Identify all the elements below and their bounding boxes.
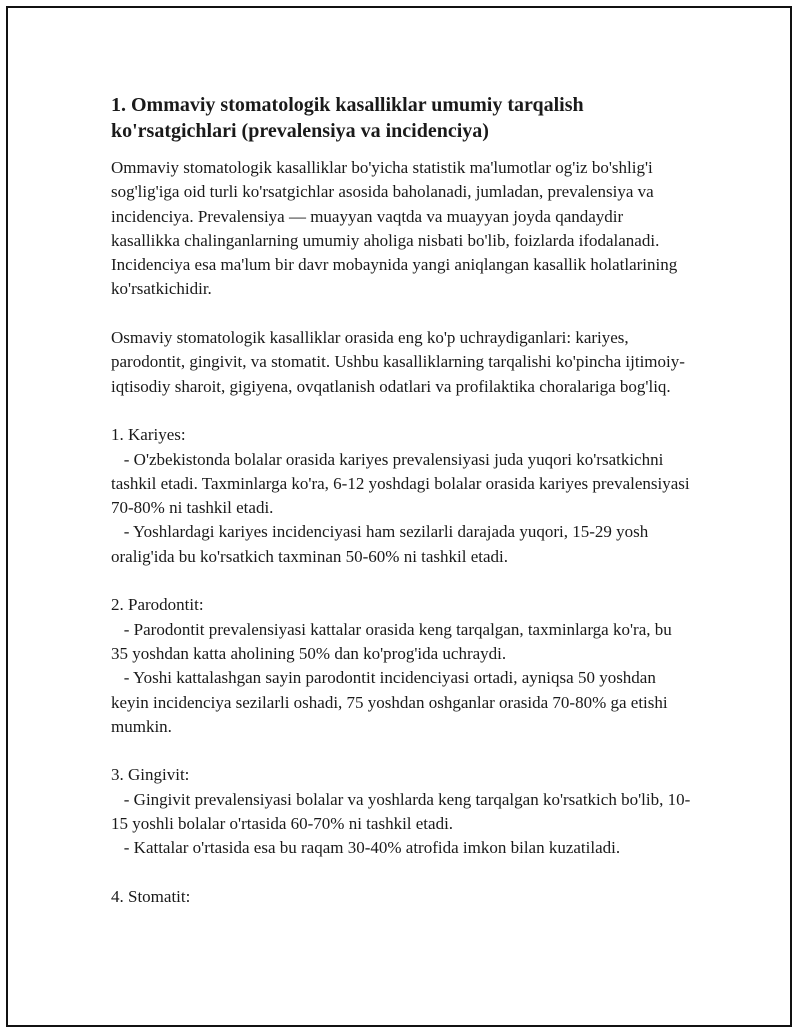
list-item-text: - O'zbekistonda bolalar orasida kariyes prevalensiyasi juda yuqori ko'rsatkichni tashkil etadi. Taxminlarga ko'ra, 6-12 yoshdagi bolalar orasida kariyes prevalensiyasi 70-80% ni tashkil etadi. <box>111 449 690 518</box>
list-item-text: - Kattalar o'rtasida esa bu raqam 30-40% atrofida imkon bilan kuzatiladi. <box>123 838 621 858</box>
document-body <box>111 92 691 909</box>
intro-paragraph: Ommaviy stomatologik kasalliklar bo'yicha statistik ma'lumotlar og'iz bo'shlig'i sog'lig'iga oid turli ko'rsatgichlar asosida baholanadi, jumladan, prevalensiya va incidenciya. Prevalensiya — muayyan vaqtda va muayyan joyda qandaydir kasallikka chalinganlarning umumiy aholiga nisbati bo'lib, foizlarda ifodalanadi. Incidenciya esa ma'lum bir davr mobaynida yangi aniqlangan kasallik holatlarining ko'rsatkichidir. <box>111 158 678 299</box>
section-stomatit <box>111 885 691 909</box>
list-item <box>111 788 691 837</box>
section-parodontit <box>111 593 691 739</box>
list-item-text: - Parodontit prevalensiyasi kattalar orasida keng tarqalgan, taxminlarga ko'ra, bu 35 yoshdan katta aholining 50% dan ko'prog'ida uchraydi. <box>111 619 672 663</box>
list-item-text: - Yoshlardagi kariyes incidenciyasi ham sezilarli darajada yuqori, 15-29 yosh oralig'ida bu ko'rsatkich taxminan 50-60% ni tashkil etadi. <box>111 522 649 566</box>
list-item <box>111 618 691 667</box>
section-kariyes <box>111 423 691 569</box>
paragraph-gap <box>111 739 691 763</box>
section-heading: 2. Parodontit: <box>111 595 204 615</box>
list-item <box>111 448 691 521</box>
paragraph-gap <box>111 861 691 885</box>
section-gingivit <box>111 763 691 860</box>
paragraph-gap <box>111 569 691 593</box>
paragraph-gap <box>111 302 691 326</box>
list-item <box>111 520 691 569</box>
document-title: 1. Ommaviy stomatologik kasalliklar umumiy tarqalish ko'rsatgichlari (prevalensiya va incidenciya) <box>111 94 584 142</box>
list-item-text: - Gingivit prevalensiyasi bolalar va yoshlarda keng tarqalgan ko'rsatkich bo'lib, 10-15 yoshli bolalar o'rtasida 60-70% ni tashkil etadi. <box>111 789 691 834</box>
common-diseases-paragraph: Osmaviy stomatologik kasalliklar orasida eng ko'p uchraydiganlari: kariyes, parodontit, gingivit, va stomatit. Ushbu kasalliklarning tarqalishi ko'pincha ijtimoiy-iqtisodiy sharoit, gigiyena, ovqatlanish odatlari va profilaktika choralariga bog'liq. <box>111 328 685 396</box>
section-heading: 3. Gingivit: <box>111 765 190 785</box>
list-item-text: - Yoshi kattalashgan sayin parodontit incidenciyasi ortadi, ayniqsa 50 yoshdan keyin incidenciya sezilarli oshadi, 75 yoshdan oshganlar orasida 70-80% ga etishi mumkin. <box>111 668 668 736</box>
section-heading: 1. Kariyes: <box>111 425 186 445</box>
section-heading: 4. Stomatit: <box>111 886 191 906</box>
paragraph-gap <box>111 399 691 423</box>
list-item <box>111 666 691 739</box>
list-item <box>111 836 691 860</box>
